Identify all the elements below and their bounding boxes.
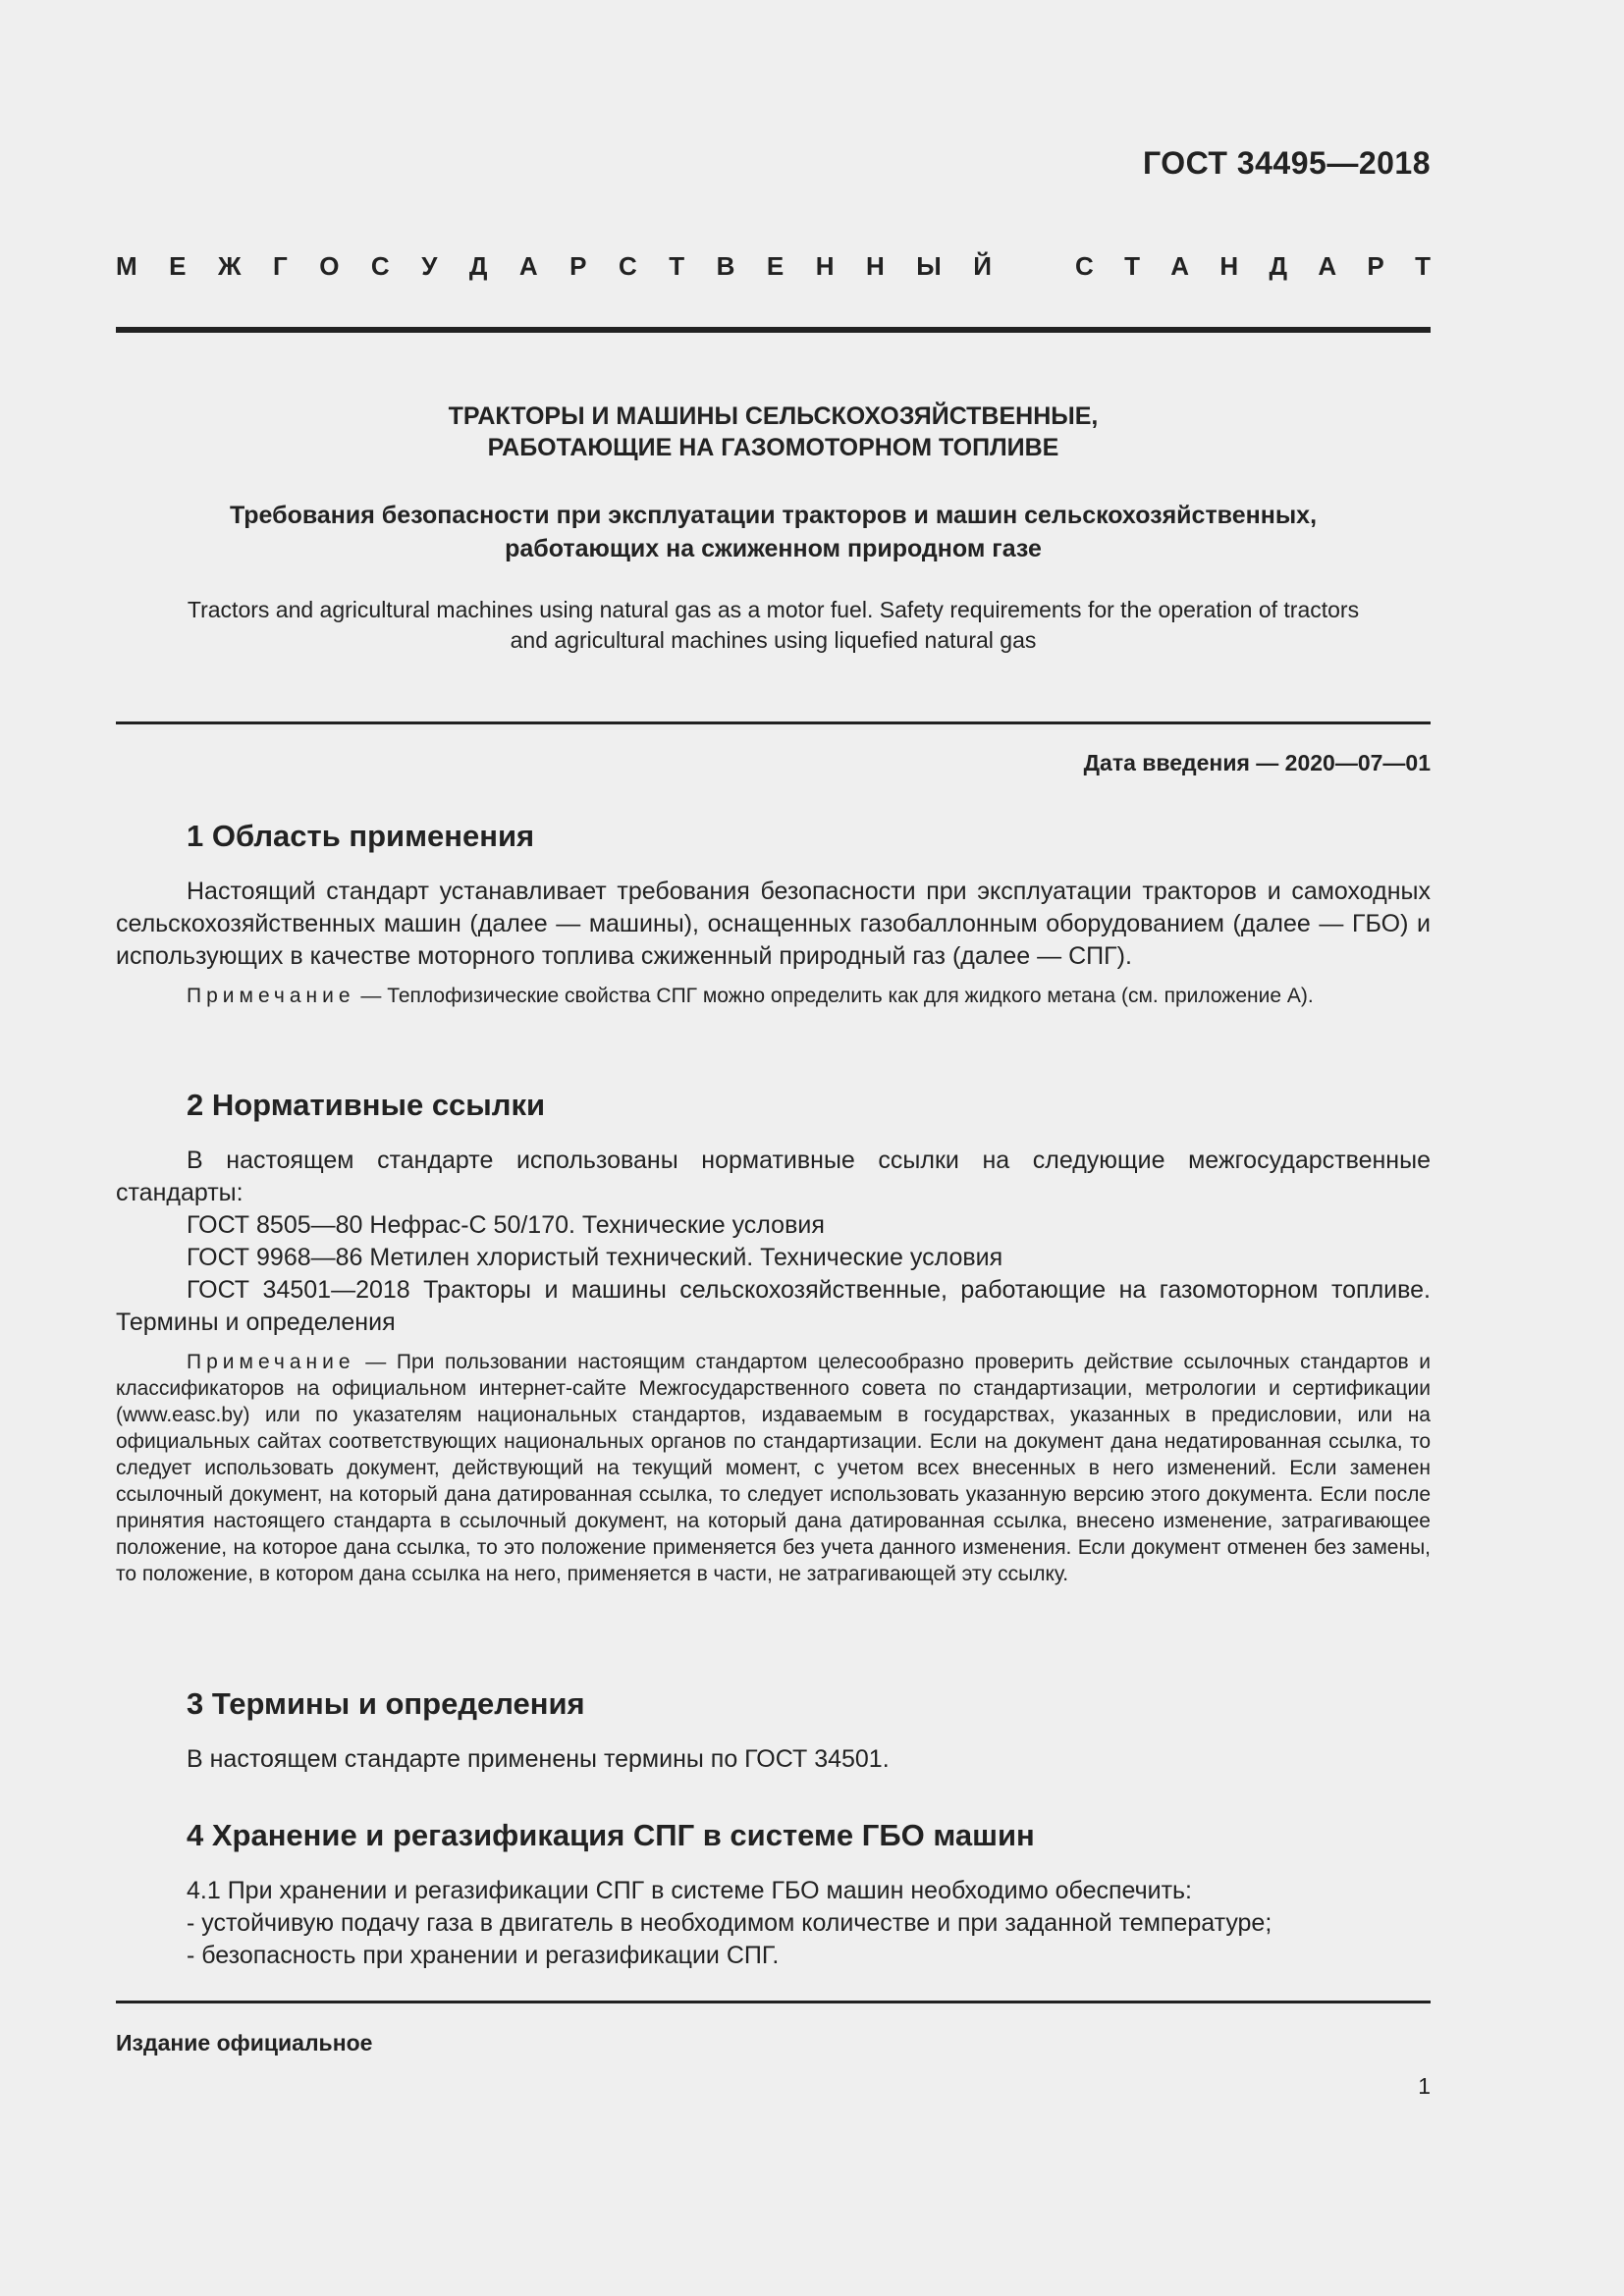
header-letter: Н bbox=[815, 251, 835, 281]
header-letter: Д bbox=[1269, 251, 1288, 281]
header-letter: А bbox=[1318, 251, 1337, 281]
english-title-line-1: Tractors and agricultural machines using natural gas as a motor fuel. Safety requirements for the operation of tractors bbox=[187, 597, 1360, 622]
section-heading: 2 Нормативные ссылки bbox=[187, 1088, 546, 1122]
section-scope bbox=[116, 819, 1431, 1009]
title-rule bbox=[116, 721, 1431, 724]
section-storage-regasification bbox=[116, 1818, 1431, 1972]
header-letter: Й bbox=[973, 251, 992, 281]
header-letter: Е bbox=[766, 251, 785, 281]
document-title bbox=[116, 400, 1431, 463]
header-letter: Р bbox=[1367, 251, 1384, 281]
title-line-2: РАБОТАЮЩИЕ НА ГАЗОМОТОРНОМ ТОПЛИВЕ bbox=[487, 434, 1059, 461]
note-label: Примечание bbox=[187, 985, 355, 1007]
reference-item: ГОСТ 9968—86 Метилен хлористый технический. Технические условия bbox=[187, 1244, 1003, 1271]
section-paragraph: В настоящем стандарте применены термины по ГОСТ 34501. bbox=[187, 1745, 890, 1773]
section-heading: 1 Область применения bbox=[187, 819, 535, 853]
header-rule bbox=[116, 327, 1431, 333]
header-letter: С bbox=[370, 251, 390, 281]
footer-rule bbox=[116, 2001, 1431, 2003]
header-letter: Ы bbox=[916, 251, 942, 281]
official-edition-label: Издание официальное bbox=[116, 2030, 373, 2056]
header-letter: С bbox=[618, 251, 637, 281]
header-letter: Ж bbox=[217, 251, 242, 281]
list-item: - безопасность при хранении и регазификации СПГ. bbox=[187, 1942, 780, 1969]
list-item: - устойчивую подачу газа в двигатель в необходимом количестве и при заданной температуре; bbox=[187, 1909, 1272, 1937]
interstate-standard-label bbox=[116, 251, 1431, 282]
header-letter: С bbox=[1075, 251, 1094, 281]
header-letter: Е bbox=[169, 251, 187, 281]
header-letter: Т bbox=[1415, 251, 1431, 281]
section-normative-references bbox=[116, 1088, 1431, 1587]
section-note bbox=[116, 983, 1431, 1009]
section-heading: 3 Термины и определения bbox=[187, 1686, 585, 1721]
header-letter: Н bbox=[865, 251, 885, 281]
header-letter: Т bbox=[669, 251, 685, 281]
english-title bbox=[116, 595, 1431, 656]
header-letter: Д bbox=[468, 251, 488, 281]
header-letter: А bbox=[1170, 251, 1190, 281]
interstate-word bbox=[116, 251, 992, 282]
section-paragraph: Настоящий стандарт устанавливает требования безопасности при эксплуатации тракторов и самоходных сельскохозяйственных машин (далее — машины), оснащенных газобаллонным оборудованием (далее — ГБО) и использующих в качестве моторного топлива сжиженный природный газ (далее — СПГ). bbox=[116, 878, 1431, 970]
standard-word bbox=[1075, 251, 1431, 282]
english-title-line-2: and agricultural machines using liquefied natural gas bbox=[510, 627, 1037, 653]
header-letter: Р bbox=[569, 251, 587, 281]
note-text: — Теплофизические свойства СПГ можно определить как для жидкого метана (см. приложение А). bbox=[354, 985, 1314, 1007]
header-letter: М bbox=[116, 251, 137, 281]
header-letter: Н bbox=[1219, 251, 1239, 281]
header-letter: У bbox=[421, 251, 438, 281]
document-subtitle bbox=[116, 499, 1431, 565]
document-code: ГОСТ 34495—2018 bbox=[1142, 145, 1431, 181]
title-line-1: ТРАКТОРЫ И МАШИНЫ СЕЛЬСКОХОЗЯЙСТВЕННЫЕ, bbox=[448, 402, 1099, 430]
section-note bbox=[116, 1349, 1431, 1587]
header-letter: Г bbox=[272, 251, 288, 281]
reference-item: ГОСТ 8505—80 Нефрас-С 50/170. Технические условия bbox=[187, 1211, 825, 1239]
section-heading: 4 Хранение и регазификация СПГ в системе ГБО машин bbox=[187, 1818, 1035, 1852]
section-paragraph: 4.1 При хранении и регазификации СПГ в системе ГБО машин необходимо обеспечить: bbox=[187, 1877, 1192, 1904]
page-number: 1 bbox=[1418, 2073, 1431, 2099]
section-terms bbox=[116, 1686, 1431, 1776]
header-letter: А bbox=[518, 251, 538, 281]
introduction-date: Дата введения — 2020—07—01 bbox=[1083, 750, 1431, 775]
header-letter: В bbox=[716, 251, 735, 281]
header-letter: Т bbox=[1124, 251, 1140, 281]
note-text: — При пользовании настоящим стандартом целесообразно проверить действие ссылочных стандартов и классификаторов на официальном интернет-сайте Межгосударственного совета по стандартизации, метрологии и сертификации (www.easc.by) или по указателям национальных стандартов, издаваемым в государствах, указанных в предисловии, или на официальных сайтах соответствующих национальных органов по стандартизации. Если на документ дана недатированная ссылка, то следует использовать документ, действующий на текущий момент, с учетом всех внесенных в него изменений. Если заменен ссылочный документ, на который дана датированная ссылка, то следует использовать указанную версию этого документа. Если после принятия настоящего стандарта в ссылочный документ, на который дана датированная ссылка, внесено изменение, затрагивающее положение, на которое дана ссылка, то это положение применяется без учета данного изменения. Если документ отменен без замены, то положение, в котором дана ссылка на него, применяется в части, не затрагивающей эту ссылку. bbox=[116, 1351, 1431, 1585]
subtitle-line-2: работающих на сжиженном природном газе bbox=[505, 535, 1042, 562]
header-letter: О bbox=[319, 251, 340, 281]
section-paragraph: В настоящем стандарте использованы нормативные ссылки на следующие межгосударственные стандарты: bbox=[116, 1147, 1431, 1206]
subtitle-line-1: Требования безопасности при эксплуатации тракторов и машин сельскохозяйственных, bbox=[229, 502, 1318, 529]
note-label: Примечание bbox=[187, 1351, 355, 1373]
reference-item: ГОСТ 34501—2018 Тракторы и машины сельскохозяйственные, работающие на газомоторном топливе. Термины и определения bbox=[116, 1276, 1431, 1336]
